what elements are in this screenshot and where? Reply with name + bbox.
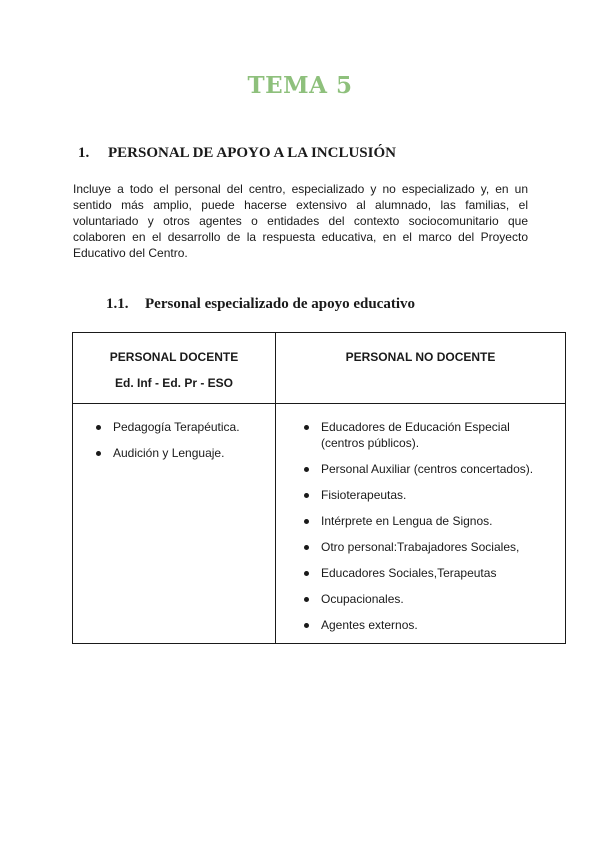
list-item <box>301 487 555 503</box>
no-docente-list <box>276 404 565 633</box>
section-1-1-number: 1.1. <box>106 296 129 312</box>
bullet-icon <box>304 493 309 498</box>
list-item-text: Fisioterapeutas. <box>321 488 407 502</box>
docente-list <box>73 404 275 461</box>
section-1-title: PERSONAL DE APOYO A LA INCLUSIÓN <box>108 145 396 161</box>
cell-no-docente <box>276 404 566 644</box>
header-docente-sublabel: Ed. Inf - Ed. Pr - ESO <box>114 376 233 390</box>
bullet-icon <box>304 597 309 602</box>
list-item-text: Personal Auxiliar (centros concertados). <box>321 462 534 476</box>
list-item <box>301 539 555 555</box>
header-docente-label: PERSONAL DOCENTE <box>109 350 239 364</box>
table-body-row <box>73 404 566 644</box>
staff-table <box>72 332 566 644</box>
header-personal-no-docente <box>276 333 566 404</box>
list-item-text: Intérprete en Lengua de Signos. <box>321 514 493 528</box>
header-personal-docente <box>73 333 276 404</box>
list-item-text: Educadores Sociales,Terapeutas <box>321 566 497 580</box>
list-item-text: Agentes externos. <box>321 618 418 632</box>
list-item <box>301 617 555 633</box>
list-item-text: Pedagogía Terapéutica. <box>113 420 240 434</box>
list-item <box>301 461 555 477</box>
list-item <box>93 419 265 435</box>
list-item-text: Ocupacionales. <box>321 592 404 606</box>
list-item <box>301 565 555 581</box>
bullet-icon <box>96 451 101 456</box>
list-item-text: Otro personal:Trabajadores Sociales, <box>321 540 520 554</box>
bullet-icon <box>96 425 101 430</box>
table-header-row <box>73 333 566 404</box>
cell-docente <box>73 404 276 644</box>
bullet-icon <box>304 519 309 524</box>
bullet-icon <box>304 623 309 628</box>
list-item <box>301 419 555 451</box>
list-item-text: Audición y Lenguaje. <box>113 446 225 460</box>
bullet-icon <box>304 425 309 430</box>
section-1-paragraph: Incluye a todo el personal del centro, especializado y no especializado y, en un sentido más amplio, puede hacerse extensivo al alumnado, las familias, el voluntariado y otros agentes o entidades del contexto sociocomunitario que colaboren en el desarrollo de la respuesta educativa, en el marco del Proyecto Educativo del Centro. <box>73 182 528 260</box>
bullet-icon <box>304 467 309 472</box>
section-1-1-heading <box>106 296 415 313</box>
list-item-text: Educadores de Educación Especial (centros públicos). <box>321 420 510 450</box>
list-item <box>93 445 265 461</box>
page-title: TEMA 5 <box>247 72 353 99</box>
section-1-number: 1. <box>78 145 90 161</box>
section-1-heading <box>78 145 396 162</box>
list-item <box>301 591 555 607</box>
bullet-icon <box>304 545 309 550</box>
header-no-docente-label: PERSONAL NO DOCENTE <box>345 350 496 364</box>
list-item <box>301 513 555 529</box>
section-1-1-title: Personal especializado de apoyo educativo <box>145 296 415 312</box>
bullet-icon <box>304 571 309 576</box>
